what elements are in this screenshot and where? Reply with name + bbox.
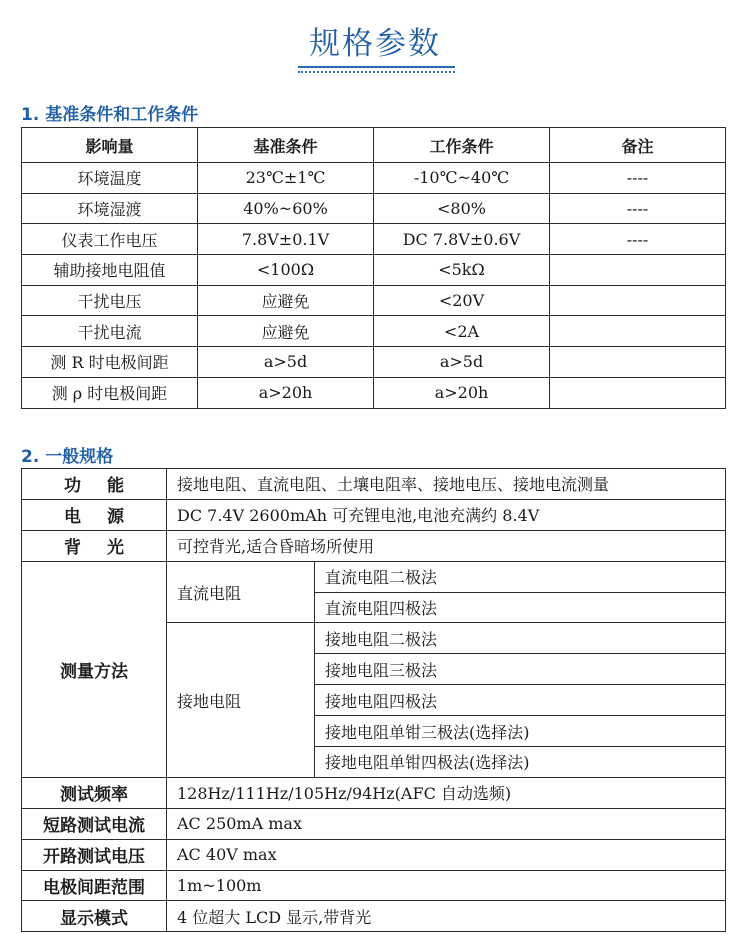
table-cell	[550, 377, 726, 408]
table-row	[22, 561, 726, 592]
method-item: 接地电阻单钳四极法(选择法)	[315, 747, 726, 778]
section-heading-general: 2. 一般规格	[21, 447, 114, 467]
open-voltage-value: AC 40V max	[167, 839, 726, 870]
power-label: 电源	[64, 507, 150, 528]
table-cell: 干扰电压	[22, 285, 198, 316]
method-item: 接地电阻四极法	[315, 685, 726, 716]
column-header: 工作条件	[374, 128, 550, 163]
ground-resistance-label: 接地电阻	[167, 623, 315, 777]
electrode-range-label: 电极间距范围	[22, 870, 167, 901]
short-current-label: 短路测试电流	[22, 808, 167, 839]
page-title: 规格参数	[309, 26, 441, 62]
function-value: 接地电阻、直流电阻、土壤电阻率、接地电压、接地电流测量	[167, 469, 726, 500]
open-voltage-label: 开路测试电压	[22, 839, 167, 870]
table-cell	[550, 316, 726, 347]
table-cell: 干扰电流	[22, 316, 198, 347]
method-item: 直流电阻二极法	[315, 561, 726, 592]
table-row	[22, 901, 726, 932]
table-cell: 测 R 时电极间距	[22, 347, 198, 378]
table-cell: 23℃±1℃	[198, 163, 374, 194]
table-cell: 环境湿渡	[22, 193, 198, 224]
table-row	[22, 839, 726, 870]
column-header: 备注	[550, 128, 726, 163]
table-row	[22, 347, 726, 378]
method-item: 接地电阻单钳三极法(选择法)	[315, 716, 726, 747]
title-dotted-underline	[298, 71, 455, 73]
display-value: 4 位超大 LCD 显示,带背光	[167, 901, 726, 932]
table-row	[22, 530, 726, 561]
table-cell: <5kΩ	[374, 255, 550, 286]
dc-resistance-label: 直流电阻	[167, 561, 315, 623]
table-cell: 7.8V±0.1V	[198, 224, 374, 255]
table-header-row	[22, 128, 726, 163]
table-cell	[550, 255, 726, 286]
table-row	[22, 377, 726, 408]
table-cell: 测 ρ 时电极间距	[22, 377, 198, 408]
title-underline	[298, 66, 455, 68]
table-cell: DC 7.8V±0.6V	[374, 224, 550, 255]
table-row	[22, 777, 726, 808]
backlight-label: 背光	[64, 538, 150, 559]
short-current-value: AC 250mA max	[167, 808, 726, 839]
table-cell	[550, 347, 726, 378]
electrode-range-value: 1m~100m	[167, 870, 726, 901]
table-cell: ----	[550, 163, 726, 194]
table-cell: 仪表工作电压	[22, 224, 198, 255]
table-cell: <100Ω	[198, 255, 374, 286]
table-cell: a>5d	[198, 347, 374, 378]
table-row	[22, 163, 726, 194]
function-label: 功能	[64, 476, 150, 497]
table-row	[22, 469, 726, 500]
table-row	[22, 285, 726, 316]
table-cell: 环境温度	[22, 163, 198, 194]
column-header: 基准条件	[198, 128, 374, 163]
table-row	[22, 870, 726, 901]
method-item: 直流电阻四极法	[315, 592, 726, 623]
table-cell: ----	[550, 224, 726, 255]
table-row	[22, 193, 726, 224]
table-cell: ----	[550, 193, 726, 224]
row-label	[22, 499, 167, 530]
display-label: 显示模式	[22, 901, 167, 932]
table-row	[22, 808, 726, 839]
table-row	[22, 499, 726, 530]
column-header: 影响量	[22, 128, 198, 163]
table-cell: <20V	[374, 285, 550, 316]
general-spec-table	[21, 468, 726, 932]
table-cell: 40%~60%	[198, 193, 374, 224]
table-cell: <2A	[374, 316, 550, 347]
method-label: 测量方法	[22, 561, 167, 777]
table-cell: 应避免	[198, 285, 374, 316]
power-value: DC 7.4V 2600mAh 可充锂电池,电池充满约 8.4V	[167, 499, 726, 530]
conditions-table	[21, 127, 726, 409]
table-cell: a>5d	[374, 347, 550, 378]
method-item: 接地电阻二极法	[315, 623, 726, 654]
table-cell: 辅助接地电阻值	[22, 255, 198, 286]
backlight-value: 可控背光,适合昏暗场所使用	[167, 530, 726, 561]
section-heading-conditions: 1. 基准条件和工作条件	[21, 105, 199, 125]
table-row	[22, 255, 726, 286]
table-cell: a>20h	[374, 377, 550, 408]
table-row	[22, 224, 726, 255]
frequency-label: 测试频率	[22, 777, 167, 808]
frequency-value: 128Hz/111Hz/105Hz/94Hz(AFC 自动选频)	[167, 777, 726, 808]
table-cell: <80%	[374, 193, 550, 224]
table-row	[22, 316, 726, 347]
row-label	[22, 530, 167, 561]
table-cell: 应避免	[198, 316, 374, 347]
method-item: 接地电阻三极法	[315, 654, 726, 685]
row-label	[22, 469, 167, 500]
table-cell: -10℃~40℃	[374, 163, 550, 194]
table-cell: a>20h	[198, 377, 374, 408]
table-cell	[550, 285, 726, 316]
